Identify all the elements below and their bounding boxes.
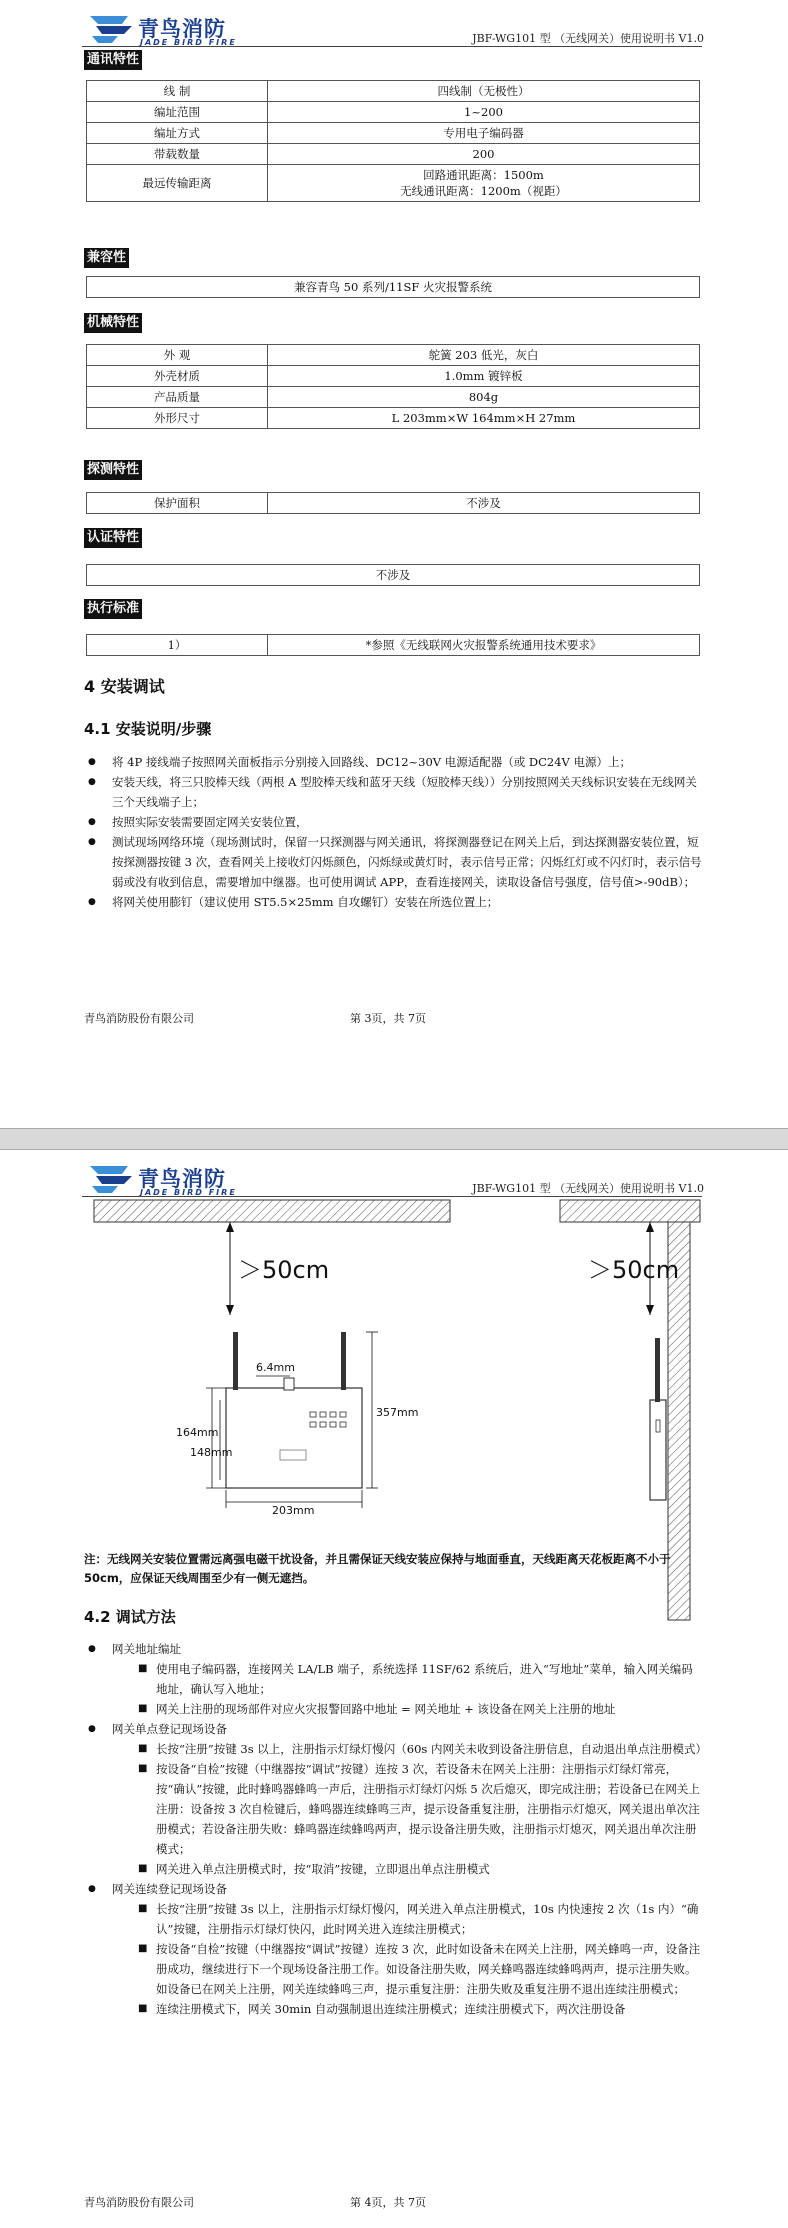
footer-page-number: 第 4页，共 7页 [350,2196,426,2209]
manual-page-4 [0,1150,788,2228]
ceiling-hatch-right [560,1200,700,1222]
company-logo [88,12,298,48]
table-row: 编址方式 专用电子编码器 [87,123,700,144]
dimension-total-height: 357mm [376,1406,419,1419]
page-separator [0,1128,788,1150]
distance-label-right: ＞50cm [588,1256,680,1284]
distance-label-left: ＞50cm [238,1256,330,1284]
installation-note: 注：无线网关安装位置需远离强电磁干扰设备，并且需保证天线安装应保持与地面垂直，天线距离天花板距离不小于 50cm，应保证天线周围至少有一侧无遮挡。 [84,1552,671,1585]
dimension-148: 148mm [190,1446,233,1459]
footer-page-number: 第 3页，共 7页 [350,1012,426,1025]
header-divider [82,46,702,47]
list-item: ■ 按设备“自检”按键（中继器按“调试”按键）连按 3 次，此时如设备未在网关上注册，网关蜂鸣一声，设备注册成功，继续进行下一个现场设备注册工作。如设备注册失败，网关蜂鸣器连续蜂鸣两声，提示注册失败。如设备已在网关上注册，网关连续蜂鸣三声，提示重复注册：注册失败及重复注册不退出连续注册模式； [112,1939,704,1999]
brand-subtitle: JADE BIRD FIRE [140,38,237,47]
table-row: 保护面积 不涉及 [87,493,700,514]
list-item: ■ 连续注册模式下，网关 30min 自动强制退出连续注册模式；连续注册模式下，两次注册设备 [112,1999,704,2019]
antenna-side [655,1338,660,1402]
section-title-mechanical: 机械特性 [84,313,142,333]
antenna-right [341,1332,346,1390]
communication-spec-table [86,80,700,202]
table-row: 外形尺寸 L 203mm×W 164mm×H 27mm [87,408,700,429]
list-item: ■ 长按“注册”按键 3s 以上，注册指示灯绿灯慢闪，网关进入单点注册模式，10s 内快速按 2 次（1s 内）“确认”按键，注册指示灯绿灯快闪，此时网关进入连续注册模式； [112,1899,704,1939]
certification-table [86,564,700,586]
footer-company: 青鸟消防股份有限公司 [84,2196,194,2209]
section-title-standard: 执行标准 [84,599,142,619]
gateway-body-side [650,1400,666,1500]
section-title-certification: 认证特性 [84,528,142,548]
footer-company: 青鸟消防股份有限公司 [84,1012,194,1025]
list-item: ● 网关单点登记现场设备 ■ 长按“注册”按键 3s 以上，注册指示灯绿灯慢闪（60s 内网关未收到设备注册信息，自动退出单点注册模式） ■ 按设备“自检”按键（中继器按“调试”按键）连按 3 次，若设备未在网关上注册：注册指示灯绿灯常亮，按“确认”按键，此时蜂鸣器蜂鸣一声后，注册指示灯绿灯闪烁 5 次后熄灭，即完成注册；若设备已在网关上注册：设备按 3 次自检键后，蜂鸣器连续蜂鸣三声，提示设备重复注册，注册指示灯熄灭，网关退出单次注册模式；若设备注册失败：蜂鸣器连续蜂鸣两声，提示设备注册失败，注册指示灯熄灭，网关退出单次注册模式； ■ 网关进入单点注册模式时，按“取消”按键，立即退出单点注册模式 [84,1719,704,1879]
list-item: ● 网关连续登记现场设备 ■ 长按“注册”按键 3s 以上，注册指示灯绿灯慢闪，网关进入单点注册模式，10s 内快速按 2 次（1s 内）“确认”按键，注册指示灯绿灯快闪，此时网关进入连续注册模式； ■ 按设备“自检”按键（中继器按“调试”按键）连按 3 次，此时如设备未在网关上注册，网关蜂鸣一声，设备注册成功，继续进行下一个现场设备注册工作。如设备注册失败，网关蜂鸣器连续蜂鸣两声，提示注册失败。如设备已在网关上注册，网关连续蜂鸣三声，提示重复注册：注册失败及重复注册不退出连续注册模式； ■ 连续注册模式下，网关 30min 自动强制退出连续注册模式；连续注册模式下，两次注册设备 [84,1879,704,2019]
heading-install-debug: 4 安装调试 [84,677,165,696]
table-row: 不涉及 [87,565,700,586]
standard-table [86,634,700,656]
gateway-body-front [226,1388,362,1488]
list-item: ● 将网关使用膨钉（建议使用 ST5.5×25mm 自攻螺钉）安装在所选位置上； [84,892,704,912]
ceiling-hatch-left [94,1200,450,1222]
detection-spec-table [86,492,700,514]
list-item: ● 将 4P 接线端子按照网关面板指示分别接入回路线、DC12~30V 电源适配器（或 DC24V 电源）上； [84,752,704,772]
list-item: ● 网关地址编址 ■ 使用电子编码器，连接网关 LA/LB 端子，系统选择 11SF/62 系统后，进入“写地址”菜单，输入网关编码地址，确认写入地址； ■ 网关上注册的现场部件对应火灾报警回路中地址 = 网关地址 + 该设备在网关上注册的地址 [84,1639,704,1719]
table-row: 带载数量 200 [87,144,700,165]
antenna-middle [284,1378,294,1390]
antenna-left [233,1332,238,1390]
table-row: 1） *参照《无线联网火灾报警系统通用技术要求》 [87,635,700,656]
table-row: 外壳材质 1.0mm 镀锌板 [87,366,700,387]
mechanical-spec-table [86,344,700,429]
list-item: ● 按照实际安装需要固定网关安装位置， [84,812,704,832]
brand-name: 青鸟消防 [138,1167,226,1191]
jade-bird-logo-icon [88,12,134,46]
section-title-communication: 通讯特性 [84,50,142,70]
section-title-compatibility: 兼容性 [84,248,129,268]
table-row: 编址范围 1~200 [87,102,700,123]
list-item: ■ 按设备“自检”按键（中继器按“调试”按键）连按 3 次，若设备未在网关上注册：注册指示灯绿灯常亮，按“确认”按键，此时蜂鸣器蜂鸣一声后，注册指示灯绿灯闪烁 5 次后熄灭，即完成注册；若设备已在网关上注册：设备按 3 次自检键后，蜂鸣器连续蜂鸣三声，提示设备重复注册，注册指示灯熄灭，网关退出单次注册模式；若设备注册失败：蜂鸣器连续蜂鸣两声，提示设备注册失败，注册指示灯熄灭，网关退出单次注册模式； [112,1759,704,1859]
list-item: ■ 网关上注册的现场部件对应火灾报警回路中地址 = 网关地址 + 该设备在网关上注册的地址 [112,1699,704,1719]
section-title-detection: 探测特性 [84,460,142,480]
heading-debug-method: 4.2 调试方法 [84,1608,176,1626]
list-item: ● 测试现场网络环境（现场测试时，保留一只探测器与网关通讯，将探测器登记在网关上后，到达探测器安装位置，短按探测器按键 3 次，查看网关上接收灯闪烁颜色，闪烁绿或黄灯时，表示信号正常；闪烁红灯或不闪灯时，表示信号弱或没有收到信息，需要增加中继器。也可使用调试 APP，查看连接网关，读取设备信号强度，信号值>-90dB）； [84,832,704,892]
table-row: 产品质量 804g [87,387,700,408]
table-row: 线 制 四线制（无极性） [87,81,700,102]
brand-name: 青鸟消防 [138,17,226,41]
brand-subtitle: JADE BIRD FIRE [140,1188,237,1197]
list-item: ■ 长按“注册”按键 3s 以上，注册指示灯绿灯慢闪（60s 内网关未收到设备注册信息，自动退出单点注册模式） [112,1739,704,1759]
dimension-antenna-offset: 6.4mm [256,1361,295,1374]
compatibility-table [86,276,700,298]
document-reference: JBF-WG101 型 （无线网关）使用说明书 V1.0 [472,1182,704,1195]
dimension-width: 203mm [272,1504,315,1517]
table-row: 兼容青鸟 50 系列/11SF 火灾报警系统 [87,277,700,298]
table-row: 最远传输距离 回路通讯距离：1500m 无线通讯距离：1200m（视距） [87,165,700,202]
dimension-164: 164mm [176,1426,219,1439]
document-reference: JBF-WG101 型 （无线网关）使用说明书 V1.0 [472,32,704,45]
list-item: ■ 网关进入单点注册模式时，按“取消”按键，立即退出单点注册模式 [112,1859,704,1879]
heading-install-steps: 4.1 安装说明/步骤 [84,720,212,738]
table-row: 外 观 鸵簧 203 低光，灰白 [87,345,700,366]
install-steps-list [84,752,704,912]
debug-method-list [84,1639,707,2019]
list-item: ■ 使用电子编码器，连接网关 LA/LB 端子，系统选择 11SF/62 系统后，进入“写地址”菜单，输入网关编码地址，确认写入地址； [112,1659,704,1699]
list-item: ● 安装天线，将三只胶棒天线（两根 A 型胶棒天线和蓝牙天线（短胶棒天线））分别按照网关天线标识安装在无线网关三个天线端子上； [84,772,704,812]
